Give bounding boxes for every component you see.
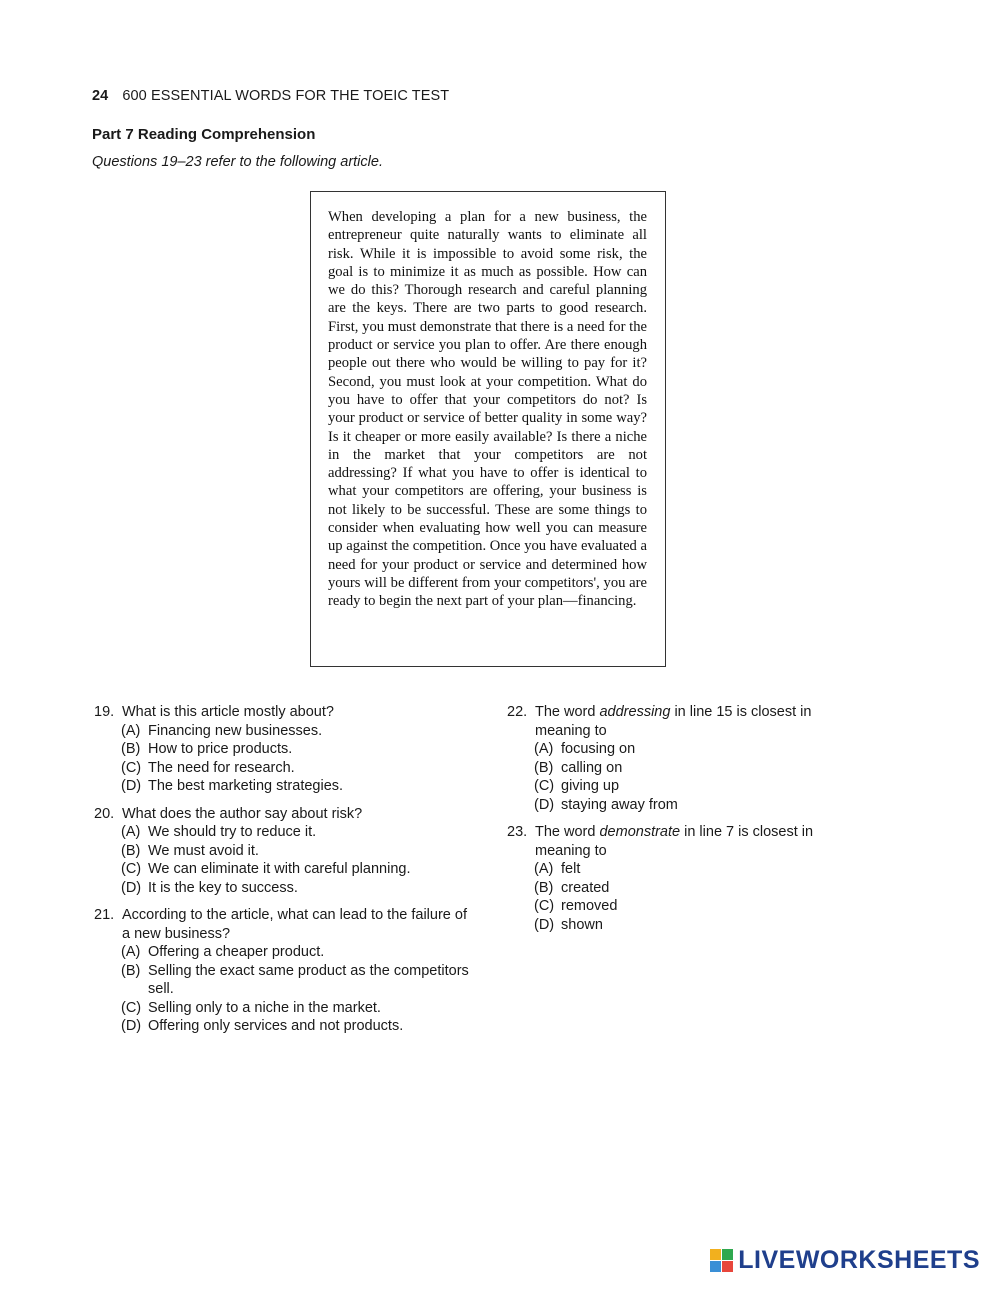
option-text: calling on	[561, 759, 623, 776]
option-text: giving up	[561, 778, 620, 794]
question-23	[507, 823, 847, 934]
option-text: Financing new businesses.	[148, 722, 323, 739]
option-text: Offering a cheaper product.	[148, 944, 325, 960]
option-text: removed	[561, 898, 618, 914]
option-label: (C)	[121, 861, 142, 877]
option-a[interactable]	[121, 823, 474, 842]
option-text: The need for research.	[148, 759, 295, 776]
option-label: (C)	[534, 778, 555, 794]
option-text: The best marketing strategies.	[148, 778, 344, 794]
option-b[interactable]	[121, 962, 474, 999]
question-text-post: in line 15 is closest in meaning to	[535, 704, 812, 739]
option-text: It is the key to success.	[148, 879, 298, 896]
running-header	[92, 88, 449, 104]
option-text: staying away from	[561, 796, 678, 813]
option-text: felt	[561, 861, 581, 877]
option-label: (C)	[121, 999, 142, 1016]
option-a[interactable]	[121, 722, 474, 741]
option-text: focusing on	[561, 741, 636, 757]
option-text: shown	[561, 916, 603, 933]
option-label: (A)	[121, 944, 141, 960]
option-text: How to price products.	[148, 741, 293, 757]
option-text: Selling only to a niche in the market.	[148, 999, 381, 1016]
questions-right-column	[507, 703, 847, 943]
option-label: (D)	[121, 778, 142, 794]
page-number: 24	[92, 88, 109, 104]
question-number: 23.	[507, 824, 528, 840]
article-box	[310, 191, 666, 667]
liveworksheets-logo-icon	[710, 1249, 733, 1272]
question-text-pre: The word	[535, 824, 600, 840]
option-d[interactable]	[534, 796, 847, 815]
option-label: (B)	[121, 741, 141, 757]
question-number: 22.	[507, 704, 528, 720]
watermark-text: LIVEWORKSHEETS	[738, 1246, 980, 1274]
option-b[interactable]	[534, 879, 847, 898]
option-label: (D)	[121, 1018, 142, 1034]
question-text-pre: The word	[535, 704, 600, 720]
option-a[interactable]	[121, 943, 474, 962]
logo-square	[710, 1261, 721, 1272]
option-label: (A)	[121, 824, 141, 840]
logo-square	[722, 1261, 733, 1272]
question-19	[94, 703, 474, 796]
question-text	[535, 703, 847, 740]
question-22	[507, 703, 847, 814]
option-d[interactable]	[121, 879, 474, 898]
option-label: (A)	[534, 861, 554, 877]
option-label: (D)	[121, 879, 142, 896]
option-c[interactable]	[121, 999, 474, 1018]
option-c[interactable]	[534, 777, 847, 796]
question-text: What is this article mostly about?	[122, 704, 334, 720]
option-label: (C)	[121, 759, 142, 776]
option-label: (B)	[534, 759, 554, 776]
question-text: What does the author say about risk?	[122, 805, 363, 822]
questions-intro: Questions 19–23 refer to the following article.	[92, 154, 383, 170]
option-label: (C)	[534, 898, 555, 914]
option-text: We can eliminate it with careful planning.	[148, 861, 411, 877]
option-label: (D)	[534, 796, 555, 813]
question-text-post: in line 7 is closest in meaning to	[535, 824, 814, 859]
option-text: We must avoid it.	[148, 842, 259, 859]
option-b[interactable]	[534, 759, 847, 778]
liveworksheets-watermark	[710, 1246, 980, 1275]
question-21	[94, 906, 474, 1036]
option-b[interactable]	[121, 740, 474, 759]
option-c[interactable]	[534, 897, 847, 916]
option-label: (D)	[534, 916, 555, 933]
option-label: (B)	[121, 962, 141, 979]
option-label: (A)	[121, 722, 141, 739]
option-label: (A)	[534, 741, 554, 757]
question-number: 19.	[94, 704, 115, 720]
option-text: We should try to reduce it.	[148, 824, 317, 840]
option-label: (B)	[534, 879, 554, 896]
option-d[interactable]	[121, 1017, 474, 1036]
questions-left-column	[94, 703, 474, 1045]
article-text: When developing a plan for a new business, the entrepreneur quite naturally wants to eliminate all risk. While it is impossible to avoid some risk, the goal is to minimize it as much as possible. How can we do this? Thorough research and careful planning are the keys. There are two parts to good research. First, you must demonstrate that there is a need for the product or service you plan to offer. Are there enough people out there who would be willing to pay for it? Second, you must look at your competition. What do you have to offer that your competitors do not? Is your product or service of better quality in some way? Is it cheaper or more easily available? Is there a niche in the market that your competitors are not addressing? If what you have to offer is identical to what your competitors are offering, your business is not likely to be successful. These are some things to consider when evaluating how well you can measure up against the competition. Once you have evaluated a need for your product or service and determined how yours will be different from your competitors', you are ready to begin the next part of your plan—financing.	[328, 209, 647, 610]
question-number: 20.	[94, 805, 115, 822]
question-20	[94, 805, 474, 898]
question-keyword: addressing	[599, 704, 671, 720]
question-number: 21.	[94, 907, 115, 923]
option-a[interactable]	[534, 860, 847, 879]
option-label: (B)	[121, 842, 141, 859]
option-c[interactable]	[121, 759, 474, 778]
option-d[interactable]	[121, 777, 474, 796]
logo-square	[710, 1249, 721, 1260]
option-b[interactable]	[121, 842, 474, 861]
question-text	[535, 823, 847, 860]
question-keyword: demonstrate	[599, 824, 681, 840]
option-text: created	[561, 879, 610, 896]
logo-square	[722, 1249, 733, 1260]
book-title: 600 ESSENTIAL WORDS FOR THE TOEIC TEST	[122, 88, 450, 104]
option-text: Selling the exact same product as the competitors sell.	[148, 962, 469, 997]
option-c[interactable]	[121, 860, 474, 879]
option-d[interactable]	[534, 916, 847, 935]
question-text: According to the article, what can lead to the failure of a new business?	[122, 907, 467, 942]
part-title: Part 7 Reading Comprehension	[92, 126, 316, 143]
option-a[interactable]	[534, 740, 847, 759]
option-text: Offering only services and not products.	[148, 1018, 404, 1034]
